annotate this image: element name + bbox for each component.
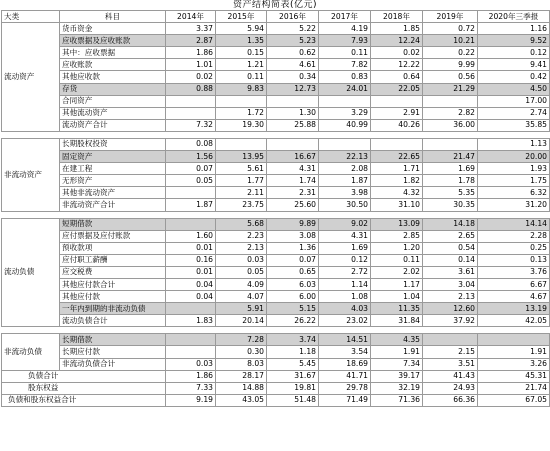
item-label: 长期应付款: [60, 346, 166, 358]
value-cell: 0.64: [371, 71, 423, 83]
value-cell: 2.28: [478, 230, 550, 242]
value-cell: 20.00: [478, 151, 550, 163]
value-cell: 4.31: [267, 163, 319, 175]
value-cell: 0.01: [166, 266, 216, 278]
section-gap-cell: [2, 327, 550, 334]
value-cell: 1.14: [319, 278, 371, 290]
item-label: 流动资产合计: [60, 119, 166, 131]
value-cell: 14.51: [319, 334, 371, 346]
value-cell: 37.92: [423, 315, 478, 327]
table-row: [2, 315, 550, 327]
header-year: 2018年: [371, 11, 423, 23]
value-cell: 30.35: [423, 199, 478, 211]
value-cell: 0.13: [478, 254, 550, 266]
value-cell: 31.10: [371, 199, 423, 211]
value-cell: 28.17: [216, 370, 267, 382]
value-cell: 0.03: [166, 358, 216, 370]
item-label: 固定资产: [60, 151, 166, 163]
value-cell: [216, 95, 267, 107]
value-cell: [166, 187, 216, 199]
value-cell: 12.24: [371, 35, 423, 47]
value-cell: 1.75: [478, 175, 550, 187]
value-cell: 7.82: [319, 59, 371, 71]
value-cell: 39.17: [371, 370, 423, 382]
value-cell: 14.88: [216, 382, 267, 394]
value-cell: 2.23: [216, 230, 267, 242]
total-label: 负债合计: [2, 370, 166, 382]
value-cell: 2.13: [423, 291, 478, 303]
value-cell: 4.31: [319, 230, 371, 242]
value-cell: 14.18: [423, 218, 478, 230]
value-cell: 4.32: [371, 187, 423, 199]
table-row: [2, 230, 550, 242]
value-cell: [319, 138, 371, 150]
value-cell: 3.37: [166, 23, 216, 35]
value-cell: 16.67: [267, 151, 319, 163]
value-cell: 2.13: [216, 242, 267, 254]
section-gap: [2, 211, 550, 218]
value-cell: 2.08: [319, 163, 371, 175]
value-cell: 7.93: [319, 35, 371, 47]
value-cell: 1.21: [216, 59, 267, 71]
item-label: 存货: [60, 83, 166, 95]
value-cell: 1.87: [319, 175, 371, 187]
value-cell: 3.29: [319, 107, 371, 119]
value-cell: 1.35: [216, 35, 267, 47]
value-cell: [423, 334, 478, 346]
value-cell: 21.29: [423, 83, 478, 95]
value-cell: 45.31: [478, 370, 550, 382]
value-cell: 5.94: [216, 23, 267, 35]
value-cell: 1.83: [166, 315, 216, 327]
value-cell: 3.54: [319, 346, 371, 358]
value-cell: 2.15: [423, 346, 478, 358]
value-cell: 41.43: [423, 370, 478, 382]
value-cell: 1.08: [319, 291, 371, 303]
value-cell: 4.03: [319, 303, 371, 315]
item-label: 非流动负债合计: [60, 358, 166, 370]
value-cell: 0.05: [166, 175, 216, 187]
value-cell: [319, 95, 371, 107]
total-label: 股东权益: [2, 382, 166, 394]
value-cell: 5.35: [423, 187, 478, 199]
item-label: 预收款项: [60, 242, 166, 254]
value-cell: 1.74: [267, 175, 319, 187]
value-cell: 24.93: [423, 382, 478, 394]
value-cell: 2.87: [166, 35, 216, 47]
value-cell: 4.61: [267, 59, 319, 71]
value-cell: 0.25: [478, 242, 550, 254]
value-cell: 1.78: [423, 175, 478, 187]
value-cell: 4.19: [319, 23, 371, 35]
value-cell: [478, 334, 550, 346]
value-cell: 1.86: [166, 370, 216, 382]
section-gap-cell: [2, 211, 550, 218]
value-cell: [371, 95, 423, 107]
value-cell: 0.12: [319, 254, 371, 266]
value-cell: 2.85: [371, 230, 423, 242]
table-row: [2, 175, 550, 187]
value-cell: 18.69: [319, 358, 371, 370]
value-cell: 9.83: [216, 83, 267, 95]
value-cell: 22.65: [371, 151, 423, 163]
value-cell: 4.50: [478, 83, 550, 95]
item-label: 在建工程: [60, 163, 166, 175]
value-cell: 2.82: [423, 107, 478, 119]
value-cell: 1.16: [478, 23, 550, 35]
value-cell: [166, 95, 216, 107]
value-cell: 5.22: [267, 23, 319, 35]
table-row: [2, 199, 550, 211]
value-cell: 0.16: [166, 254, 216, 266]
value-cell: 3.98: [319, 187, 371, 199]
value-cell: 41.71: [319, 370, 371, 382]
value-cell: 31.84: [371, 315, 423, 327]
value-cell: 1.82: [371, 175, 423, 187]
table-row: [2, 47, 550, 59]
value-cell: 0.03: [216, 254, 267, 266]
value-cell: 3.26: [478, 358, 550, 370]
table-row: [2, 254, 550, 266]
value-cell: 1.91: [478, 346, 550, 358]
value-cell: 9.89: [267, 218, 319, 230]
table-row: [2, 218, 550, 230]
value-cell: 29.78: [319, 382, 371, 394]
table-row: [2, 242, 550, 254]
value-cell: [166, 334, 216, 346]
value-cell: 0.42: [478, 71, 550, 83]
value-cell: 0.07: [166, 163, 216, 175]
header-year: 2020年三季报: [478, 11, 550, 23]
value-cell: [423, 95, 478, 107]
item-label: 其他应付款合计: [60, 278, 166, 290]
section-gap: [2, 131, 550, 138]
value-cell: 9.99: [423, 59, 478, 71]
value-cell: 7.28: [216, 334, 267, 346]
table-row: [2, 71, 550, 83]
value-cell: 24.01: [319, 83, 371, 95]
table-row: [2, 187, 550, 199]
value-cell: 11.35: [371, 303, 423, 315]
value-cell: 1.04: [371, 291, 423, 303]
item-label: 无形资产: [60, 175, 166, 187]
item-label: 应付票据及应付账款: [60, 230, 166, 242]
value-cell: 40.99: [319, 119, 371, 131]
item-label: 应收账款: [60, 59, 166, 71]
value-cell: 6.00: [267, 291, 319, 303]
item-label: 长期股权投资: [60, 138, 166, 150]
value-cell: 1.18: [267, 346, 319, 358]
value-cell: 5.15: [267, 303, 319, 315]
value-cell: 1.60: [166, 230, 216, 242]
value-cell: 21.74: [478, 382, 550, 394]
table-row: [2, 151, 550, 163]
table-row: [2, 23, 550, 35]
value-cell: 0.01: [166, 242, 216, 254]
value-cell: 1.87: [166, 199, 216, 211]
header-year: 2015年: [216, 11, 267, 23]
value-cell: 43.05: [216, 394, 267, 406]
value-cell: 14.14: [478, 218, 550, 230]
value-cell: 0.11: [319, 47, 371, 59]
value-cell: 25.60: [267, 199, 319, 211]
category-cell: 非流动负债: [2, 334, 60, 370]
value-cell: 2.91: [371, 107, 423, 119]
value-cell: 2.72: [319, 266, 371, 278]
item-label: 应收票据及应收账款: [60, 35, 166, 47]
value-cell: 2.74: [478, 107, 550, 119]
value-cell: 7.32: [166, 119, 216, 131]
header-row: [2, 11, 550, 23]
value-cell: 0.04: [166, 291, 216, 303]
item-label: 货币资金: [60, 23, 166, 35]
header-year: 2014年: [166, 11, 216, 23]
value-cell: 0.62: [267, 47, 319, 59]
value-cell: 4.07: [216, 291, 267, 303]
value-cell: 3.04: [423, 278, 478, 290]
value-cell: 1.93: [478, 163, 550, 175]
total-row: [2, 382, 550, 394]
table-row: [2, 35, 550, 47]
value-cell: 26.22: [267, 315, 319, 327]
item-label: 应付职工薪酬: [60, 254, 166, 266]
value-cell: 9.41: [478, 59, 550, 71]
value-cell: 36.00: [423, 119, 478, 131]
value-cell: 21.47: [423, 151, 478, 163]
value-cell: 0.07: [267, 254, 319, 266]
table-row: [2, 163, 550, 175]
value-cell: 9.02: [319, 218, 371, 230]
value-cell: 0.02: [371, 47, 423, 59]
value-cell: 66.36: [423, 394, 478, 406]
category-cell: 非流动资产: [2, 138, 60, 211]
value-cell: 31.67: [267, 370, 319, 382]
value-cell: 1.56: [166, 151, 216, 163]
value-cell: 1.30: [267, 107, 319, 119]
table-title: 资产结构简表(亿元): [232, 0, 318, 10]
balance-sheet: [1, 0, 549, 407]
value-cell: 12.60: [423, 303, 478, 315]
value-cell: 23.75: [216, 199, 267, 211]
value-cell: [166, 346, 216, 358]
value-cell: 0.14: [423, 254, 478, 266]
item-label: 合同资产: [60, 95, 166, 107]
item-label: 非流动资产合计: [60, 199, 166, 211]
value-cell: 10.21: [423, 35, 478, 47]
value-cell: 1.69: [423, 163, 478, 175]
value-cell: 1.85: [371, 23, 423, 35]
item-label: 应交税费: [60, 266, 166, 278]
value-cell: [423, 138, 478, 150]
value-cell: 2.11: [216, 187, 267, 199]
header-year: 2019年: [423, 11, 478, 23]
value-cell: 30.50: [319, 199, 371, 211]
value-cell: [166, 303, 216, 315]
table-row: [2, 278, 550, 290]
table-row: [2, 266, 550, 278]
value-cell: 5.68: [216, 218, 267, 230]
value-cell: 4.67: [478, 291, 550, 303]
value-cell: 25.88: [267, 119, 319, 131]
table-row: [2, 59, 550, 71]
header-category: 大类: [2, 11, 60, 23]
value-cell: 4.09: [216, 278, 267, 290]
value-cell: [371, 138, 423, 150]
table-row: [2, 119, 550, 131]
value-cell: 4.35: [371, 334, 423, 346]
value-cell: 32.19: [371, 382, 423, 394]
value-cell: [166, 218, 216, 230]
table-row: [2, 346, 550, 358]
total-label: 负债和股东权益合计: [2, 394, 166, 406]
value-cell: [267, 95, 319, 107]
value-cell: 1.86: [166, 47, 216, 59]
value-cell: 3.74: [267, 334, 319, 346]
table-row: [2, 138, 550, 150]
value-cell: 22.13: [319, 151, 371, 163]
value-cell: 8.03: [216, 358, 267, 370]
value-cell: [216, 138, 267, 150]
value-cell: 12.22: [371, 59, 423, 71]
value-cell: 17.00: [478, 95, 550, 107]
header-year: 2017年: [319, 11, 371, 23]
value-cell: 22.05: [371, 83, 423, 95]
value-cell: 1.72: [216, 107, 267, 119]
value-cell: 1.91: [371, 346, 423, 358]
value-cell: 6.67: [478, 278, 550, 290]
table-row: [2, 107, 550, 119]
value-cell: 1.69: [319, 242, 371, 254]
value-cell: 0.15: [216, 47, 267, 59]
category-cell: 流动负债: [2, 218, 60, 327]
value-cell: 0.02: [166, 71, 216, 83]
value-cell: 0.65: [267, 266, 319, 278]
value-cell: 0.11: [216, 71, 267, 83]
item-label: 其他应收款: [60, 71, 166, 83]
item-label: 其他应付款: [60, 291, 166, 303]
table-row: [2, 334, 550, 346]
item-label: 其他流动资产: [60, 107, 166, 119]
item-label: 长期借款: [60, 334, 166, 346]
item-label: 其他非流动资产: [60, 187, 166, 199]
value-cell: 1.13: [478, 138, 550, 150]
value-cell: 13.19: [478, 303, 550, 315]
item-label: 一年内到期的非流动负债: [60, 303, 166, 315]
value-cell: 2.02: [371, 266, 423, 278]
value-cell: 7.34: [371, 358, 423, 370]
value-cell: 1.77: [216, 175, 267, 187]
value-cell: 3.61: [423, 266, 478, 278]
total-row: [2, 370, 550, 382]
value-cell: 13.95: [216, 151, 267, 163]
value-cell: 19.81: [267, 382, 319, 394]
total-row: [2, 394, 550, 406]
value-cell: 0.12: [478, 47, 550, 59]
value-cell: 3.08: [267, 230, 319, 242]
section-gap: [2, 327, 550, 334]
value-cell: 40.26: [371, 119, 423, 131]
value-cell: 1.71: [371, 163, 423, 175]
value-cell: 0.56: [423, 71, 478, 83]
value-cell: 9.19: [166, 394, 216, 406]
value-cell: 0.30: [216, 346, 267, 358]
value-cell: 0.88: [166, 83, 216, 95]
value-cell: 23.02: [319, 315, 371, 327]
value-cell: 5.23: [267, 35, 319, 47]
section-gap-cell: [2, 131, 550, 138]
value-cell: 31.20: [478, 199, 550, 211]
value-cell: 0.54: [423, 242, 478, 254]
value-cell: 0.08: [166, 138, 216, 150]
value-cell: 0.22: [423, 47, 478, 59]
value-cell: 2.65: [423, 230, 478, 242]
header-item: 科目: [60, 11, 166, 23]
value-cell: 71.49: [319, 394, 371, 406]
table-row: [2, 291, 550, 303]
value-cell: 2.31: [267, 187, 319, 199]
item-label: 流动负债合计: [60, 315, 166, 327]
table-row: [2, 358, 550, 370]
value-cell: 35.85: [478, 119, 550, 131]
table-row: [2, 95, 550, 107]
value-cell: [267, 138, 319, 150]
value-cell: 12.73: [267, 83, 319, 95]
value-cell: 0.11: [371, 254, 423, 266]
value-cell: 1.17: [371, 278, 423, 290]
value-cell: 20.14: [216, 315, 267, 327]
asset-structure-table: [1, 10, 550, 407]
value-cell: 13.09: [371, 218, 423, 230]
value-cell: 0.34: [267, 71, 319, 83]
value-cell: 5.91: [216, 303, 267, 315]
value-cell: 5.61: [216, 163, 267, 175]
value-cell: 19.30: [216, 119, 267, 131]
value-cell: 0.72: [423, 23, 478, 35]
value-cell: 42.05: [478, 315, 550, 327]
item-label: 其中：应收票据: [60, 47, 166, 59]
value-cell: 67.05: [478, 394, 550, 406]
table-row: [2, 83, 550, 95]
value-cell: 6.03: [267, 278, 319, 290]
value-cell: 5.45: [267, 358, 319, 370]
value-cell: 0.05: [216, 266, 267, 278]
value-cell: 0.04: [166, 278, 216, 290]
value-cell: 7.33: [166, 382, 216, 394]
value-cell: 1.01: [166, 59, 216, 71]
header-year: 2016年: [267, 11, 319, 23]
category-cell: 流动资产: [2, 23, 60, 132]
value-cell: 51.48: [267, 394, 319, 406]
value-cell: 1.36: [267, 242, 319, 254]
item-label: 短期借款: [60, 218, 166, 230]
table-row: [2, 303, 550, 315]
value-cell: 3.51: [423, 358, 478, 370]
value-cell: 9.52: [478, 35, 550, 47]
value-cell: [166, 107, 216, 119]
value-cell: 3.76: [478, 266, 550, 278]
value-cell: 0.83: [319, 71, 371, 83]
value-cell: 1.20: [371, 242, 423, 254]
value-cell: 71.36: [371, 394, 423, 406]
value-cell: 6.32: [478, 187, 550, 199]
